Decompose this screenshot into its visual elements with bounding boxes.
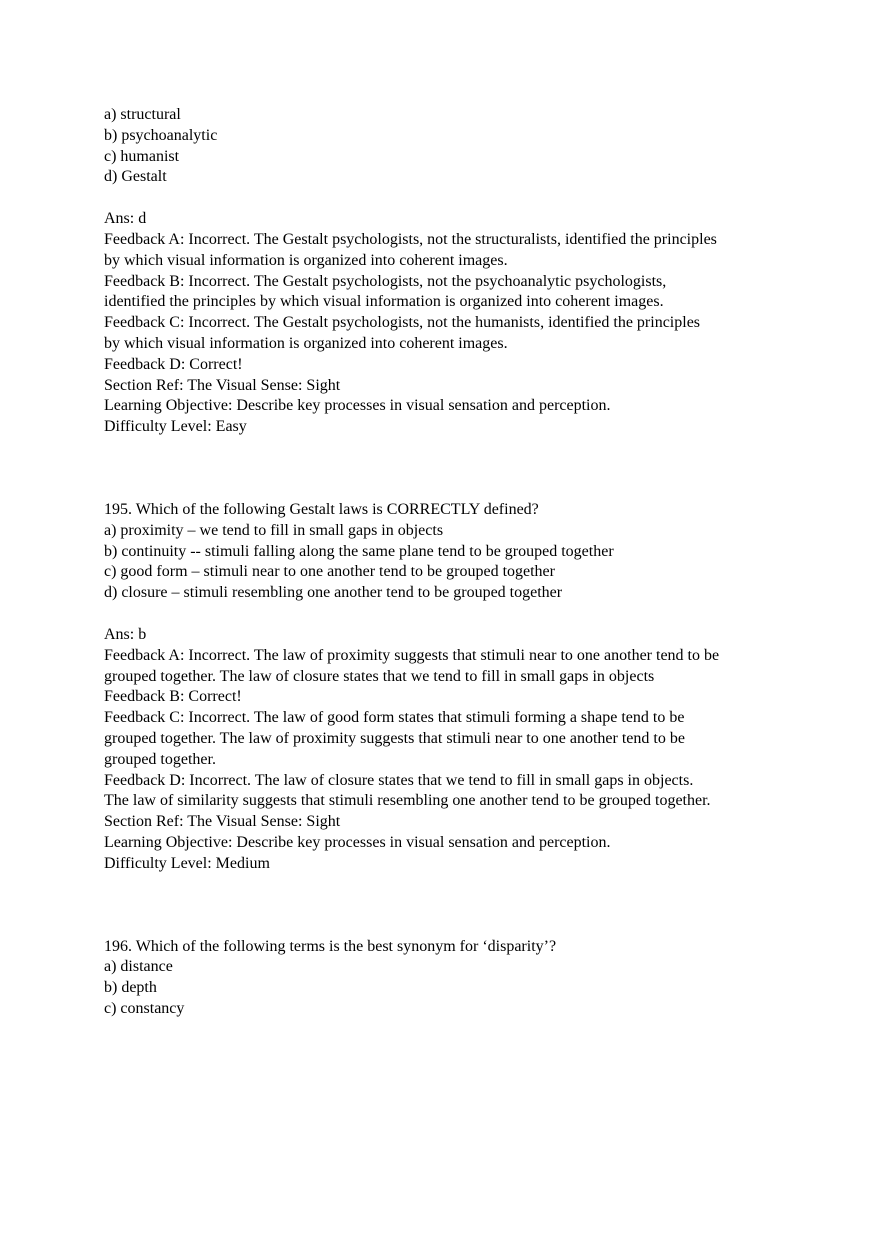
question-194-options (104, 105, 804, 188)
answer-line: Ans: d (104, 210, 147, 228)
section-ref: Section Ref: The Visual Sense: Sight (104, 813, 341, 831)
feedback-a-cont: grouped together. The law of closure states that we tend to fill in small gaps in objects (104, 667, 655, 685)
question-text: 195. Which of the following Gestalt laws is CORRECTLY defined? (104, 500, 539, 518)
feedback-a-cont: by which visual information is organized into coherent images. (104, 251, 508, 269)
feedback-d: Feedback D: Incorrect. The law of closure states that we tend to fill in small gaps in objects. (104, 771, 694, 789)
spacer (104, 604, 804, 625)
option-b: b) depth (104, 979, 157, 997)
option-b: b) continuity -- stimuli falling along the same plane tend to be grouped together (104, 542, 614, 560)
learning-objective: Learning Objective: Describe key processes in visual sensation and perception. (104, 397, 611, 415)
spacer (104, 875, 804, 937)
option-a: a) structural (104, 106, 181, 123)
document-page (104, 105, 804, 1020)
question-text: 196. Which of the following terms is the best synonym for ‘disparity’? (104, 937, 557, 955)
difficulty-level: Difficulty Level: Medium (104, 854, 270, 872)
feedback-b: Feedback B: Correct! (104, 688, 242, 706)
feedback-c-cont: by which visual information is organized into coherent images. (104, 334, 508, 352)
feedback-b: Feedback B: Incorrect. The Gestalt psychologists, not the psychoanalytic psychologists, (104, 272, 667, 290)
option-c: c) good form – stimuli near to one another tend to be grouped together (104, 563, 555, 581)
feedback-c: Feedback C: Incorrect. The Gestalt psychologists, not the humanists, identified the principles (104, 314, 701, 332)
option-b: b) psychoanalytic (104, 126, 218, 144)
feedback-a: Feedback A: Incorrect. The Gestalt psychologists, not the structuralists, identified the principles (104, 230, 717, 248)
feedback-b-cont: identified the principles by which visual information is organized into coherent images. (104, 293, 664, 311)
feedback-c: Feedback C: Incorrect. The law of good form states that stimuli forming a shape tend to be (104, 709, 685, 727)
learning-objective: Learning Objective: Describe key processes in visual sensation and perception. (104, 833, 611, 851)
feedback-c-cont: grouped together. The law of proximity suggests that stimuli near to one another tend to be (104, 729, 685, 747)
section-ref: Section Ref: The Visual Sense: Sight (104, 376, 341, 394)
question-195-answer-block (104, 625, 804, 875)
feedback-d: Feedback D: Correct! (104, 355, 243, 373)
difficulty-level: Difficulty Level: Easy (104, 418, 247, 436)
answer-line: Ans: b (104, 625, 147, 643)
spacer (104, 188, 804, 209)
feedback-a: Feedback A: Incorrect. The law of proximity suggests that stimuli near to one another tend to be (104, 646, 720, 664)
option-a: a) proximity – we tend to fill in small gaps in objects (104, 521, 444, 539)
question-194-answer-block (104, 209, 804, 438)
option-c: c) humanist (104, 147, 180, 165)
option-c: c) constancy (104, 999, 185, 1017)
option-d: d) Gestalt (104, 168, 167, 186)
question-196 (104, 937, 804, 1020)
feedback-d-cont: The law of similarity suggests that stimuli resembling one another tend to be grouped together. (104, 792, 711, 810)
option-a: a) distance (104, 958, 173, 976)
feedback-c-cont-2: grouped together. (104, 750, 216, 768)
question-195 (104, 500, 804, 604)
option-d: d) closure – stimuli resembling one another tend to be grouped together (104, 584, 563, 602)
spacer (104, 438, 804, 500)
